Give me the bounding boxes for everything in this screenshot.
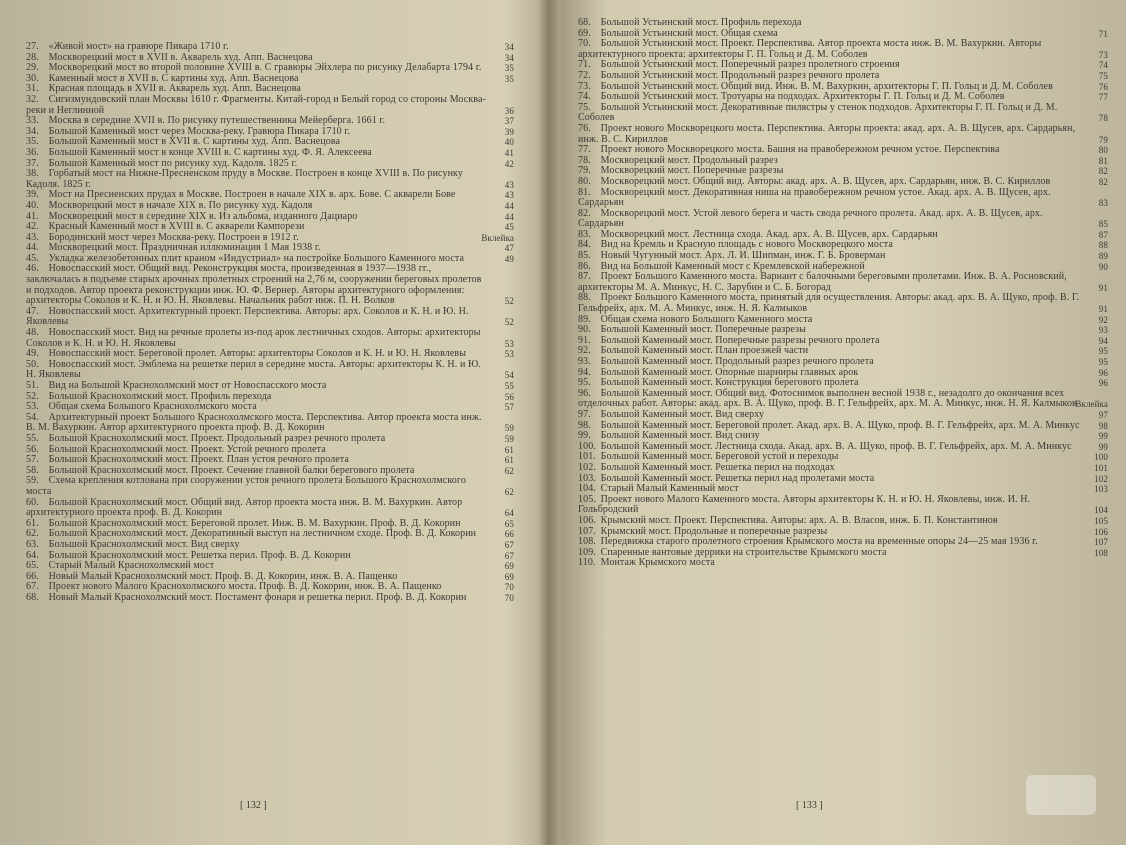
entry-page-number: 37 (504, 116, 514, 127)
entry-number: 80. (578, 175, 591, 187)
entry-number: 68. (578, 17, 591, 28)
entry-caption: Большой Каменный мост. Решетка перил на подходах (600, 461, 835, 473)
list-item (26, 307, 514, 328)
entry-number: 66. (26, 570, 39, 582)
entry-number: 55. (26, 432, 39, 444)
list-item (578, 389, 1108, 410)
entry-number: 110. (578, 557, 596, 569)
entry-caption: Общая схема Большого Краснохолмского моста (48, 401, 257, 413)
entry-caption: Большой Каменный мост в XVII в. С картины худ. Апп. Васнецова (48, 136, 341, 148)
entry-number: 64. (26, 549, 39, 561)
entry-number: 38. (26, 168, 39, 180)
entry-caption: Красный Каменный мост в XVIII в. С акварели Кампорези (48, 221, 305, 233)
entry-page-number: 93 (1098, 325, 1108, 336)
entry-caption: Вид на Кремль и Красную площадь с нового Москворецкого моста (600, 239, 893, 251)
entry-page-number: 57 (504, 402, 514, 413)
entry-number: 60. (26, 496, 39, 508)
list-item (26, 328, 514, 349)
entry-caption: Старый Малый Каменный мост (600, 483, 739, 495)
entry-number: 44. (26, 242, 39, 254)
entry-number: 106. (578, 514, 596, 526)
entry-page-number: 97 (1098, 409, 1108, 420)
entry-caption: Большой Краснохолмский мост. Решетка перил. Проф. В. Д. Кокорин (48, 549, 351, 561)
list-item (26, 360, 514, 381)
entry-number: 39. (26, 189, 39, 201)
entry-page-number: 107 (1094, 537, 1108, 548)
entry-number: 61. (26, 517, 39, 529)
entry-page-number: 81 (1098, 155, 1108, 166)
entry-page-number: 75 (1098, 70, 1108, 81)
entry-number: 70. (578, 38, 591, 50)
entry-number: 89. (578, 313, 591, 325)
entry-number: 36. (26, 146, 39, 158)
entry-caption: Большой Устьинский мост. Продольный разрез речного пролета (600, 69, 880, 81)
entry-caption: Крымский мост. Проект. Перспектива. Авторы: арх. А. В. Власов, инж. Б. П. Константинов (600, 514, 998, 526)
entry-caption: Старый Малый Краснохолмский мост (48, 560, 215, 572)
entry-number: 54. (26, 411, 39, 423)
entry-caption: Большой Каменный мост через Москва-реку. Гравюра Пикара 1710 г. (48, 125, 351, 137)
entry-caption: Большой Каменный мост в конце XVIII в. С картины худ. Ф. Я. Алексеева (48, 146, 372, 158)
entry-caption: Большой Краснохолмский мост. Декоративный выступ на лестничном сходе. Проф. В. Д. Кокорин (48, 528, 477, 540)
entry-caption: Общая схема нового Большого Каменного моста (600, 313, 813, 325)
entry-caption: Большой Каменный мост. Общий вид. Фотоснимок выполнен весной 1938 г., незадолго до окончания всех отделочных работ. Авторы: акад. арх. В. А. Щуко, проф. В. Г. Гельфрейх, арх. М. А. Минкус, инж. Н. Я. Калмыков (578, 387, 1077, 410)
entry-number: 76. (578, 122, 591, 134)
entry-caption: Проект Большого Каменного моста, принятый для осуществления. Авторы: акад. арх. В. А. Щуко, проф. В. Г. Гельфрейх, арх. М. А. Минкус, инж. Н. Я. Калмыков (578, 292, 1080, 315)
entry-page-number: 105 (1094, 515, 1108, 526)
entry-page-number: 44 (504, 211, 514, 222)
entry-number: 73. (578, 80, 591, 92)
entry-number: 37. (26, 157, 39, 169)
entry-page-number: 91 (1098, 282, 1108, 293)
entry-caption: Большой Устьинский мост. Декоративные пилястры у стенок подходов. Архитекторы Г. П. Гольц и Д. М. Соболев (578, 101, 1058, 124)
entry-number: 78. (578, 154, 591, 166)
entry-page-number: 70 (504, 582, 514, 593)
entry-page-number: 82 (1098, 176, 1108, 187)
entry-caption: Большой Устьинский мост. Тротуары на подходах. Архитекторы Г. П. Гольц и Д. М. Соболев (600, 91, 1005, 103)
right-page-number: [ 133 ] (796, 800, 823, 811)
entry-page-number: 70 (504, 592, 514, 603)
entry-caption: Большой Краснохолмский мост. Проект. План устоя речного пролета (48, 454, 349, 466)
entry-number: 107. (578, 525, 596, 537)
entry-page-number: 80 (1098, 145, 1108, 156)
entry-number: 82. (578, 207, 591, 219)
entry-page-number: 52 (504, 317, 514, 328)
entry-page-number: 85 (1098, 219, 1108, 230)
entry-page-number: 77 (1098, 92, 1108, 103)
entry-number: 42. (26, 221, 39, 233)
library-stamp (1026, 775, 1096, 815)
entry-page-number: 71 (1098, 28, 1108, 39)
entry-page-number: 82 (1098, 166, 1108, 177)
entry-caption: Большой Устьинский мост. Профиль перехода (600, 17, 802, 28)
entry-number: 88. (578, 292, 591, 304)
entry-page-number: 102 (1094, 473, 1108, 484)
entry-page-number: 52 (504, 296, 514, 307)
entry-number: 35. (26, 136, 39, 148)
entry-number: 103. (578, 472, 596, 484)
entry-caption: Большой Краснохолмский мост. Береговой пролет. Инж. В. М. Вахуркин. Проф. В. Д. Кокорин (48, 517, 461, 529)
entry-page-number: 40 (504, 137, 514, 148)
entry-page-number: 90 (1098, 261, 1108, 272)
entry-number: 71. (578, 59, 591, 71)
entry-number: 53. (26, 401, 39, 413)
entry-number: 62. (26, 528, 39, 540)
entry-caption: Укладка железобетонных плит краном «Индустриал» на постройке Большого Каменного моста (48, 252, 465, 264)
entry-number: 95. (578, 377, 591, 389)
list-item (578, 293, 1108, 314)
entry-page-number: 66 (504, 529, 514, 540)
entry-caption: Москворецкий мост. Продольный разрез (600, 154, 778, 166)
entry-caption: Москворецкий мост. Устой левого берега и часть свода речного пролета. Акад. арх. А. В. Щусев, арх. Сардарьян (578, 207, 1043, 230)
entry-number: 65. (26, 560, 39, 572)
left-page-number: [ 132 ] (240, 800, 267, 811)
entry-caption: Большой Устьинский мост. Общая схема (600, 27, 778, 39)
entry-caption: Большой Краснохолмский мост. Проект. Сечение главной балки берегового пролета (48, 464, 415, 476)
entry-number: 94. (578, 366, 591, 378)
entry-page-number: 103 (1094, 484, 1108, 495)
entry-caption: Новый Малый Краснохолмский мост. Проф. В. Д. Кокорин, инж. В. А. Пащенко (48, 570, 398, 582)
entry-number: 59. (26, 475, 39, 487)
entry-caption: Москворецкий мост в XVII в. Акварель худ. Апп. Васнецова (48, 51, 313, 63)
entry-number: 27. (26, 41, 39, 52)
entry-page-number: 44 (504, 200, 514, 211)
entry-caption: Красная площадь в XVII в. Акварель худ. Апп. Васнецова (48, 83, 301, 95)
list-item (26, 95, 514, 116)
entry-caption: Большой Краснохолмский мост. Профиль перехода (48, 390, 272, 402)
entry-page-number: 69 (504, 561, 514, 572)
entry-page-number: 95 (1098, 346, 1108, 357)
entry-number: 72. (578, 69, 591, 81)
entry-number: 48. (26, 327, 39, 339)
entry-page-number: 101 (1094, 462, 1108, 473)
entry-caption: Большой Каменный мост. Опорные шарниры главных арок (600, 366, 859, 378)
entry-page-number: 76 (1098, 81, 1108, 92)
entry-caption: Бородинский мост через Москва-реку. Построен в 1912 г. (48, 231, 299, 243)
entry-caption: Москворецкий мост. Декоративная ниша на правобережном речном устое. Акад. арх. А. В. Щусев, арх. Сардарьян (578, 186, 1051, 209)
entry-caption: Вид на Большой Краснохолмский мост от Новоспасского моста (48, 380, 327, 391)
entry-page-number: 65 (504, 518, 514, 529)
entry-page-number: 56 (504, 391, 514, 402)
entry-number: 33. (26, 115, 39, 127)
entry-caption: Большой Каменный мост. Вид сверху (600, 408, 765, 420)
entry-number: 87. (578, 271, 591, 283)
entry-caption: Новоспасский мост. Общий вид. Реконструкция моста, произведенная в 1937—1938 гг., заключалась в подъеме старых арочных пролетных строений на 2,76 м, сооружении береговых пролетов и подходов. Автор проекта реконструкции инж. Ю. Ф. Вернер. Авторы архитектурного оформления: архитекторы Соколов и К. Н. и Ю. Н. Яковлевы. Начальник работ инж. П. Н. Волков (26, 263, 482, 307)
entry-caption: Передвижка старого пролетного строения Крымского моста на временные опоры 24—25 мая 1936 г. (600, 536, 1038, 548)
entry-number: 43. (26, 231, 39, 243)
entry-page-number: 36 (504, 105, 514, 116)
entry-page-number: 83 (1098, 198, 1108, 209)
entry-page-number: 43 (504, 190, 514, 201)
entry-page-number: 64 (504, 508, 514, 519)
entry-caption: Большой Каменный мост. Поперечные разрезы речного пролета (600, 334, 880, 346)
entry-caption: Большой Краснохолмский мост. Вид сверху (48, 538, 240, 550)
entry-page-number: 78 (1098, 113, 1108, 124)
entry-page-number: 91 (1098, 304, 1108, 315)
entry-caption: «Живой мост» на гравюре Пикара 1710 г. (48, 41, 229, 52)
entry-number: 85. (578, 250, 591, 262)
list-item (578, 103, 1108, 124)
entry-number: 90. (578, 324, 591, 336)
entry-number: 56. (26, 443, 39, 455)
entry-number: 91. (578, 334, 591, 346)
entry-caption: Москворецкий мост. Лестница схода. Акад. арх. А. В. Щусев, арх. Сардарьян (600, 228, 938, 240)
entry-caption: Новый Малый Краснохолмский мост. Постамент фонаря и решетка перил. Проф. В. Д. Кокорин (48, 591, 467, 603)
entry-page-number: 61 (504, 444, 514, 455)
entry-caption: Большой Каменный мост. Конструкция берегового пролета (600, 377, 859, 389)
entry-page-number: 42 (504, 158, 514, 169)
entry-caption: Большой Краснохолмский мост. Проект. Устой речного пролета (48, 443, 326, 455)
list-item (26, 169, 514, 190)
entry-page-number: 88 (1098, 240, 1108, 251)
entry-number: 105. (578, 493, 596, 505)
list-item (26, 476, 514, 497)
entry-page-number: 96 (1098, 378, 1108, 389)
entry-number: 92. (578, 345, 591, 357)
entry-number: 49. (26, 348, 39, 360)
entry-page-number: 43 (504, 179, 514, 190)
entry-number: 81. (578, 186, 591, 198)
entry-page-number: 61 (504, 455, 514, 466)
entry-caption: Новоспасский мост. Береговой пролет. Авторы: архитекторы Соколов и К. Н. и Ю. Н. Яковлевы (48, 348, 467, 360)
entry-page-number: 39 (504, 126, 514, 137)
entry-number: 84. (578, 239, 591, 251)
entry-caption: Большой Краснохолмский мост. Общий вид. Автор проекта моста инж. В. М. Вахуркин. Автор архитектурного проекта проф. В. Д. Кокорин (26, 496, 463, 519)
entry-number: 31. (26, 83, 39, 95)
list-item (26, 498, 514, 519)
entry-page-number: 55 (504, 381, 514, 391)
entry-caption: Проект нового Москворецкого моста. Перспектива. Авторы проекта: акад. арх. А. В. Щусев, арх. Сардарьян, инж. В. С. Кириллов (578, 122, 1076, 145)
list-item (578, 209, 1108, 230)
entry-caption: Проект Большого Каменного моста. Вариант с балочными береговыми пролетами. Инж. В. А. Росновский, архитекторы М. А. Минкус, Н. С. Зарубин и С. Б. Богорад (578, 271, 1067, 293)
entry-page-number: 99 (1098, 441, 1108, 452)
entry-number: 96. (578, 387, 591, 399)
entry-number: 32. (26, 93, 39, 105)
entry-caption: Новоспасский мост. Вид на речные пролеты из-под арок лестничных сходов. Авторы: архитекторы Соколов и К. Н. и Ю. Н. Яковлевы (26, 327, 481, 349)
entry-number: 63. (26, 538, 39, 550)
entry-page-number: 108 (1094, 547, 1108, 558)
entry-page-number: 79 (1098, 134, 1108, 145)
entry-number: 67. (26, 581, 39, 593)
entry-number: 51. (26, 380, 39, 391)
entry-caption: Москворецкий мост. Общий вид. Авторы: акад. арх. А. В. Щусев, арх. Сардарьян, инж. В. С. Кириллов (600, 175, 1051, 187)
entry-number: 97. (578, 408, 591, 420)
entry-number: 98. (578, 419, 591, 431)
entry-page-number: 45 (504, 222, 514, 233)
entry-caption: Большой Каменный мост по рисунку худ. Кадоля. 1825 г. (48, 157, 298, 169)
entry-page-number: 53 (504, 338, 514, 349)
entry-number: 68. (26, 591, 39, 603)
entry-caption: Монтаж Крымского моста (600, 557, 715, 569)
entry-number: 104. (578, 483, 596, 495)
right-entry-list (578, 18, 1108, 569)
entry-page-number: 95 (1098, 357, 1108, 367)
entry-caption: Москворецкий мост. Праздничная иллюминация 1 Мая 1938 г. (48, 242, 321, 254)
entry-page-number: 34 (504, 42, 514, 52)
entry-caption: Большой Каменный мост. Лестница схода. Акад. арх. В. А. Щуко, проф. В. Г. Гельфрейх, арх. М. А. Минкус (600, 440, 1072, 452)
entry-number: 30. (26, 72, 39, 84)
entry-number: 34. (26, 125, 39, 137)
entry-number: 74. (578, 91, 591, 103)
entry-number: 28. (26, 51, 39, 63)
entry-number: 75. (578, 101, 591, 113)
entry-number: 57. (26, 454, 39, 466)
list-item (578, 39, 1108, 60)
entry-number: 101. (578, 451, 596, 463)
left-entry-list (26, 42, 514, 603)
entry-caption: Мост на Пресненских прудах в Москве. Построен в начале XIX в. арх. Бове. С акварели Бове (48, 189, 456, 201)
entry-page-number: 35 (504, 73, 514, 84)
entry-number: 69. (578, 27, 591, 39)
entry-number: 45. (26, 252, 39, 264)
entry-caption: Большой Каменный мост. Решетка перил над пролетами моста (600, 472, 875, 484)
entry-caption: Новоспасский мост. Архитектурный проект. Перспектива. Авторы: арх. Соколов и К. Н. и Ю. Н. Яковлевы (26, 305, 469, 328)
entry-number: 93. (578, 356, 591, 367)
list-item (26, 264, 514, 306)
list-item (578, 272, 1108, 293)
entry-number: 83. (578, 228, 591, 240)
entry-page-number: 96 (1098, 367, 1108, 378)
entry-number: 99. (578, 430, 591, 442)
entry-caption: Горбатый мост на Нижне-Пресненском пруду в Москве. Построен в конце XVIII в. По рисунку Кадоля. 1825 г. (26, 168, 463, 190)
entry-caption: Большой Каменный мост. План проезжей части (600, 345, 809, 357)
list-item (26, 593, 514, 604)
entry-number: 40. (26, 199, 39, 211)
entry-caption: Большой Каменный мост. Береговой устой и переходы (600, 451, 839, 463)
entry-caption: Новоспасский мост. Эмблема на решетке перил в середине моста. Авторы: архитекторы К. Н. и Ю. Н. Яковлевы (26, 358, 481, 381)
entry-number: 102. (578, 461, 596, 473)
entry-caption: Москворецкий мост во второй половине XVIII в. С гравюры Эйхлера по рисунку Делабарта 1794 г. (48, 62, 482, 74)
entry-caption: Москворецкий мост в начале XIX в. По рисунку худ. Кадоля (48, 199, 313, 211)
list-item (578, 558, 1108, 569)
entry-page-number: 34 (504, 52, 514, 63)
entry-page-number: 100 (1094, 452, 1108, 463)
entry-caption: Большой Краснохолмский мост. Проект. Продольный разрез речного пролета (48, 432, 386, 444)
entry-number: 46. (26, 263, 39, 275)
left-page (0, 0, 540, 845)
entry-caption: Каменный мост в XVII в. С картины худ. Апп. Васнецова (48, 72, 299, 84)
entry-number: 86. (578, 260, 591, 272)
entry-number: 79. (578, 165, 591, 177)
entry-caption: Москва в середине XVII в. По рисунку путешественника Мейерберга. 1661 г. (48, 115, 386, 127)
entry-page-number: 87 (1098, 229, 1108, 240)
entry-number: 52. (26, 390, 39, 402)
list-item (578, 188, 1108, 209)
entry-page-number: 69 (504, 571, 514, 582)
entry-page-number: 106 (1094, 526, 1108, 537)
entry-caption: Вид на Большой Каменный мост с Кремлевской набережной (600, 260, 865, 272)
entry-caption: Спаренные вантовые деррики на строительстве Крымского моста (600, 546, 887, 558)
entry-caption: Новый Чугунный мост. Арх. Л. И. Шипман, инж. Г. Б. Броверман (600, 250, 886, 262)
entry-number: 50. (26, 358, 39, 370)
entry-caption: Схема крепления котлована при сооружении устоя речного пролета Большого Краснохолмского моста (26, 475, 466, 497)
entry-caption: Проект нового Малого Краснохолмского моста. Проф. В. Д. Кокорин, инж. В. А. Пащенко (48, 581, 442, 593)
entry-number: 47. (26, 305, 39, 317)
entry-caption: Проект нового Малого Каменного моста. Авторы архитекторы К. Н. и Ю. Н. Яковлевы, инж. И. Н. Гольбродский (578, 493, 1031, 516)
entry-page-number: 47 (504, 243, 514, 254)
entry-page-number: 35 (504, 63, 514, 74)
entry-page-number: 98 (1098, 420, 1108, 431)
entry-page-number: 41 (504, 147, 514, 158)
entry-page-number: 99 (1098, 431, 1108, 442)
entry-page-number: 59 (504, 423, 514, 434)
entry-number: 100. (578, 440, 596, 452)
entry-page-number: 53 (504, 349, 514, 360)
entry-page-number: 67 (504, 539, 514, 550)
entry-caption: Большой Устьинский мост. Проект. Перспектива. Автор проекта моста инж. В. М. Вахуркин. Авторы архитектурного проекта: архитекторы Г. П. Гольц и Д. М. Соболев (578, 38, 1042, 60)
entry-caption: Большой Каменный мост. Вид снизу (600, 430, 760, 442)
entry-page-number: 54 (504, 370, 514, 381)
entry-caption: Крымский мост. Продольные и поперечные разрезы (600, 525, 828, 537)
entry-caption: Большой Устьинский мост. Поперечный разрез пролетного строения (600, 59, 900, 71)
entry-page-number: 62 (504, 486, 514, 497)
entry-caption: Архитектурный проект Большого Краснохолмского моста. Перспектива. Автор проекта моста инж. В. М. Вахуркин. Автор архитектурного проекта проф. В. Д. Кокорин (26, 411, 482, 434)
list-item (578, 124, 1108, 145)
entry-number: 108. (578, 536, 596, 548)
entry-caption: Большой Каменный мост. Поперечные разрезы (600, 324, 806, 336)
entry-page-number: Вклейка (481, 232, 514, 243)
entry-caption: Большой Устьинский мост. Общий вид. Инж. В. М. Вахуркин, архитекторы Г. П. Гольц и Д. М. Соболев (600, 80, 1053, 92)
list-item (578, 495, 1108, 516)
entry-number: 41. (26, 210, 39, 222)
entry-page-number: 89 (1098, 251, 1108, 262)
entry-page-number: 74 (1098, 60, 1108, 71)
entry-page-number: 62 (504, 465, 514, 476)
entry-caption: Москворецкий мост в середине XIX в. Из альбома, изданного Дациаро (48, 210, 358, 222)
entry-page-number: 49 (504, 253, 514, 264)
entry-caption: Большой Каменный мост. Продольный разрез речного пролета (600, 356, 874, 367)
entry-caption: Большой Каменный мост. Береговой пролет. Акад. арх. В. А. Щуко, проф. В. Г. Гельфрейх, арх. М. А. Минкус (600, 419, 1080, 431)
entry-number: 29. (26, 62, 39, 74)
entry-page-number: 94 (1098, 335, 1108, 346)
entry-caption: Москворецкий мост. Поперечные разрезы (600, 165, 784, 177)
entry-page-number: 73 (1098, 49, 1108, 60)
list-item (26, 413, 514, 434)
entry-page-number: 92 (1098, 314, 1108, 325)
entry-page-number: 104 (1094, 505, 1108, 516)
entry-caption: Сигизмундовский план Москвы 1610 г. Фрагменты. Китай-город и Белый город со стороны Москва-реки и Неглинной (26, 93, 486, 116)
entry-caption: Проект нового Москворецкого моста. Башня на правобережном речном устое. Перспектива (600, 144, 1000, 156)
entry-page-number: Вклейка (1075, 399, 1108, 410)
entry-number: 58. (26, 464, 39, 476)
entry-page-number: 59 (504, 433, 514, 444)
entry-page-number: 67 (504, 550, 514, 561)
entry-number: 109. (578, 546, 596, 558)
entry-number: 77. (578, 144, 591, 156)
right-page (560, 0, 1126, 845)
book-gutter (538, 0, 560, 845)
